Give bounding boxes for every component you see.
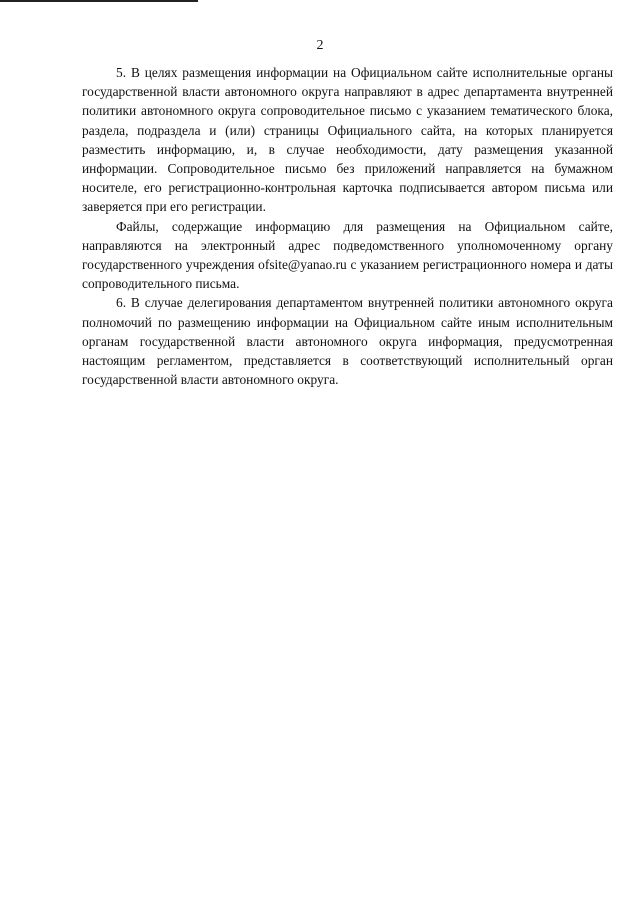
paragraph-clause-5: 5. В целях размещения информации на Официальном сайте исполнительные органы государственной власти автономного округа направляют в адрес департамента внутренней политики автономного округа сопроводительное письмо с указанием тематического блока, раздела, подраздела и (или) страницы Официального сайта, на которых планируется разместить информацию, и, в случае необходимости, дату размещения указанной информации. Сопроводительное письмо без приложений направляется на бумажном носителе, его регистрационно-контрольная карточка подписывается автором письма или заверяется при его регистрации. [82, 65, 613, 215]
document-body [82, 63, 613, 389]
paragraph-clause-6: 6. В случае делегирования департаментом внутренней политики автономного округа полномочий по размещению информации на Официальном сайте иным исполнительным органам государственной власти автономного округа информация, предусмотренная настоящим регламентом, представляется в соответствующий исполнительный орган государственной власти автономного округа. [82, 295, 613, 388]
page-number: 2 [316, 38, 324, 53]
top-rule-line [0, 0, 198, 2]
paragraph-files-submission: Файлы, содержащие информацию для размещения на Официальном сайте, направляются на электронный адрес подведомственного уполномоченному органу государственного учреждения ofsite@yanao.ru с указанием регистрационного номера и даты сопроводительного письма. [82, 218, 613, 292]
